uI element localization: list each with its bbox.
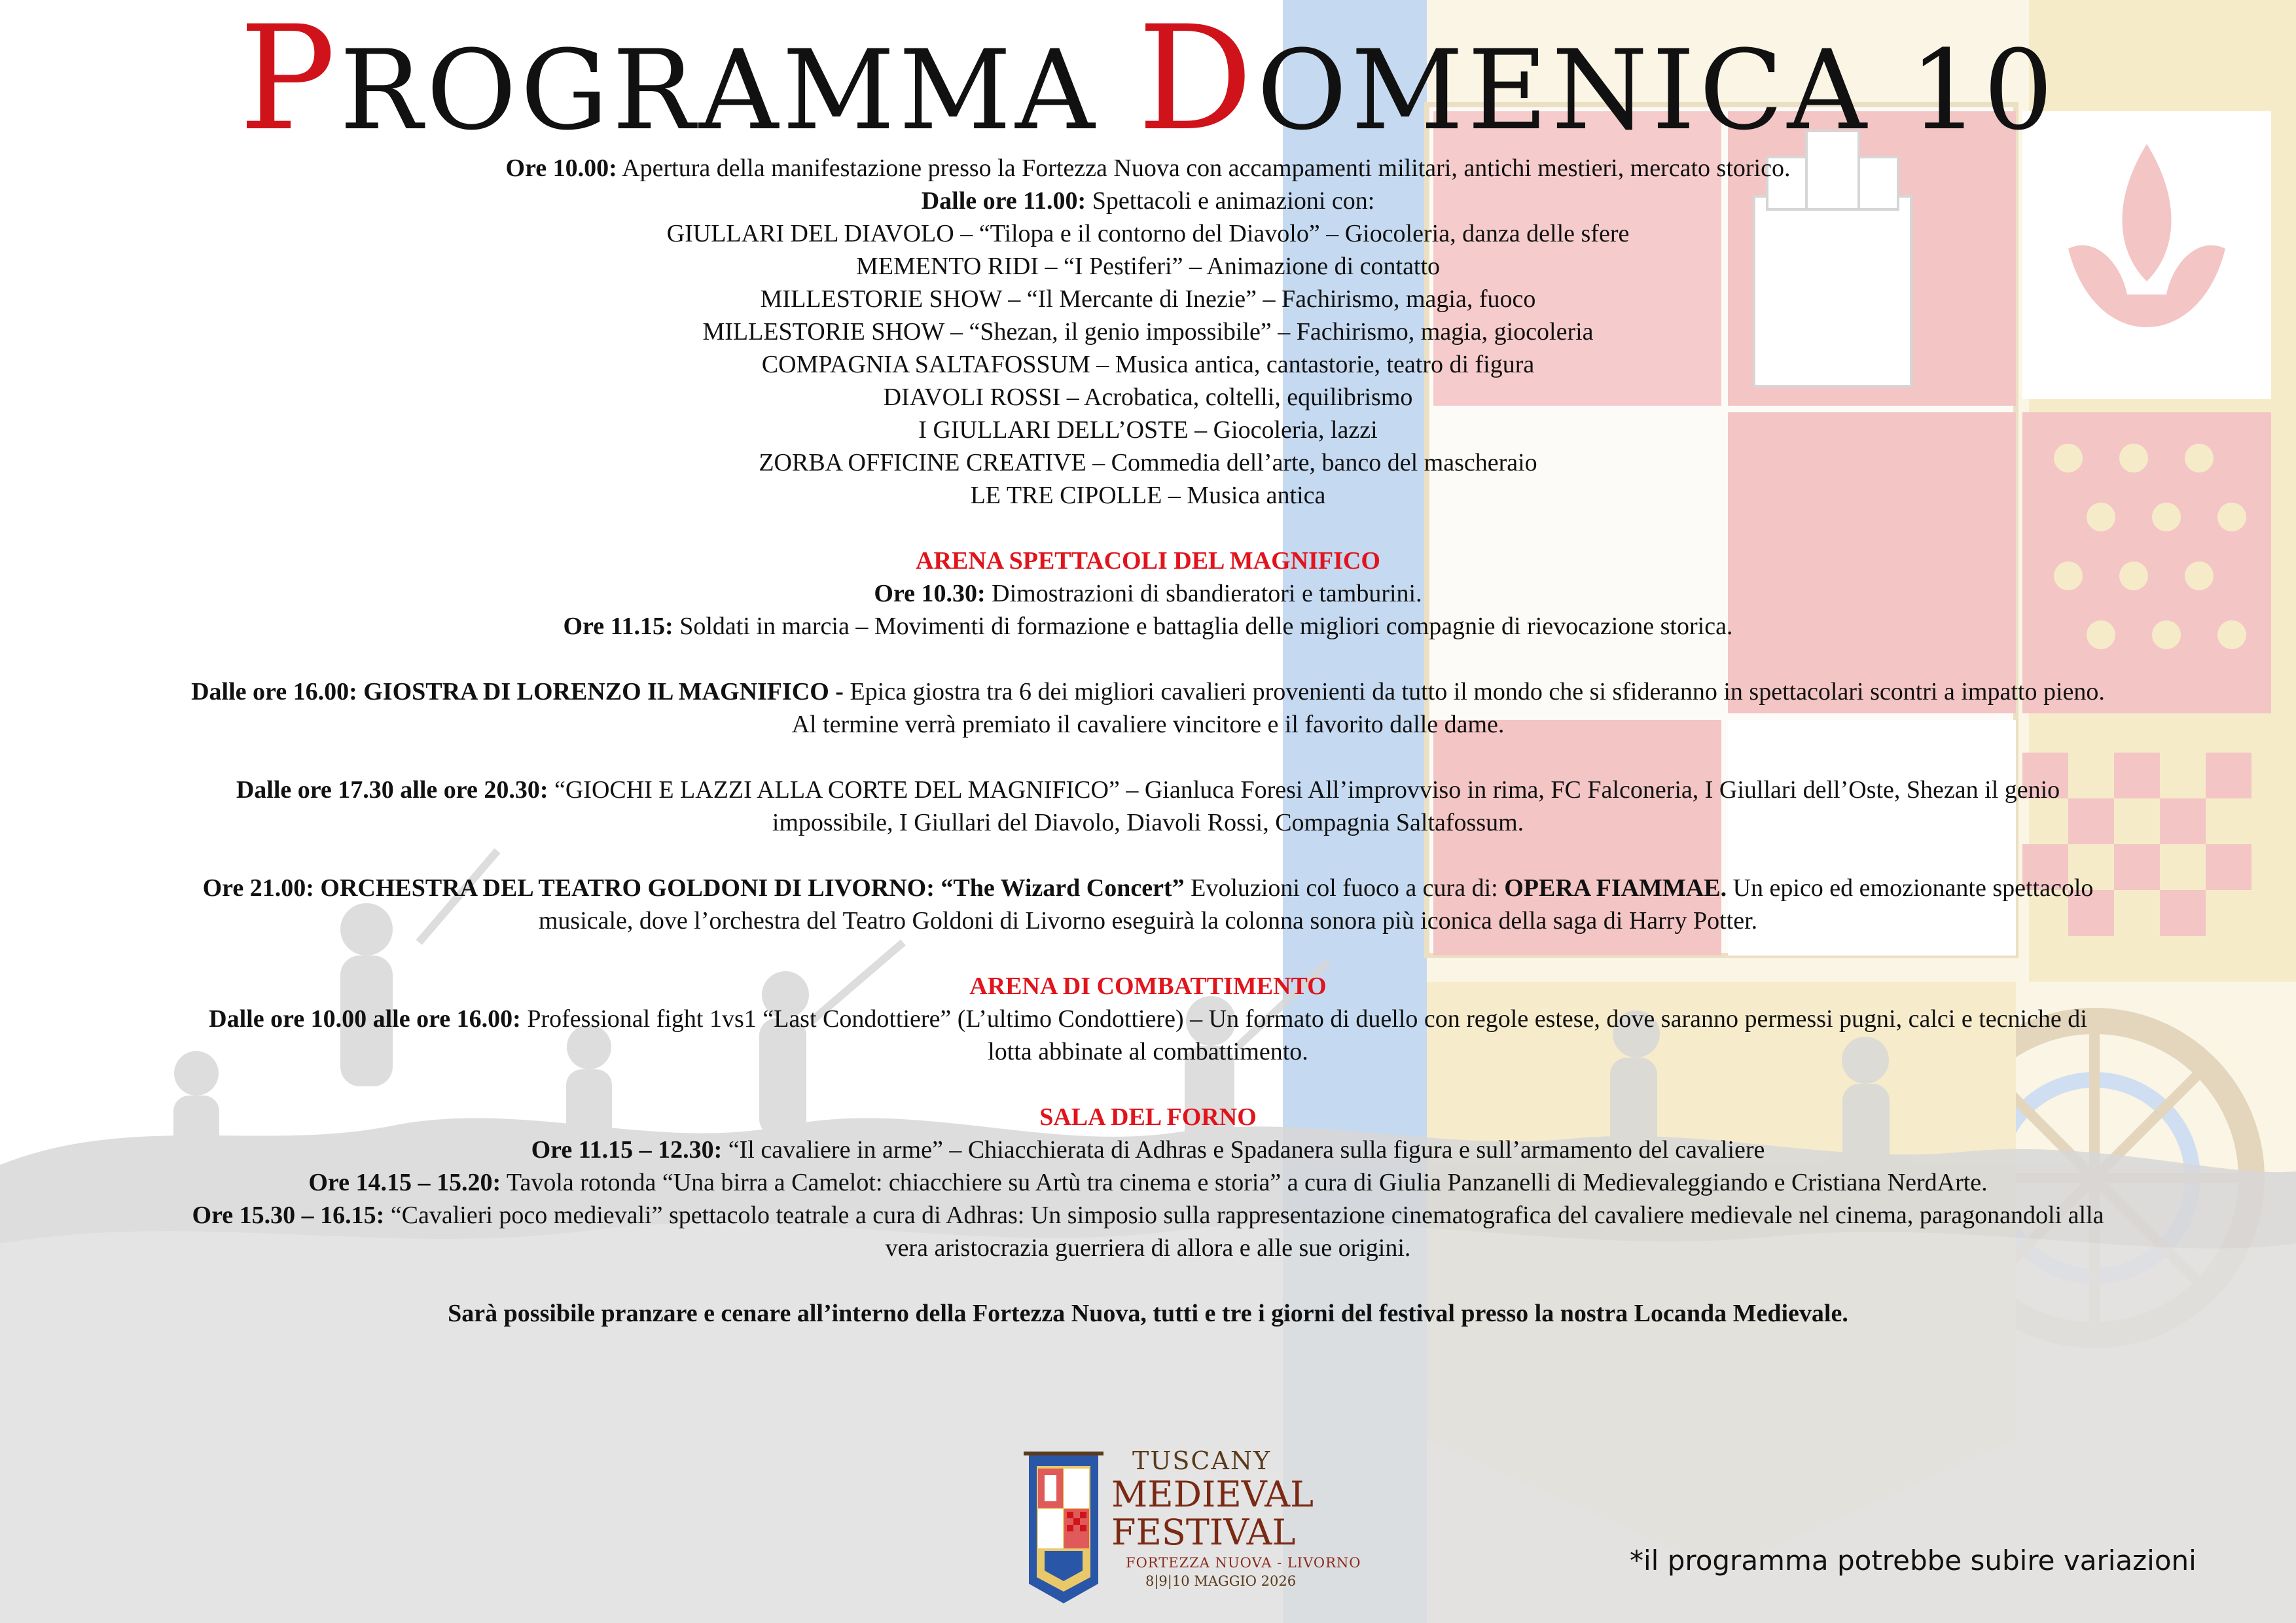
act-item: ZORBA OFFICINE CREATIVE – Commedia dell’arte, banco del mascheraio (759, 449, 1537, 476)
logo-dates: 8|9|10 MAGGIO 2026 (1145, 1573, 1297, 1589)
opening-time: Ore 10.00: (505, 154, 617, 182)
orchestra-title: Ore 21.00: ORCHESTRA DEL TEATRO GOLDONI DI LIVORNO: “The Wizard Concert” (202, 874, 1185, 902)
arena-event-line (26, 610, 2270, 643)
giostra-text: Epica giostra tra 6 dei migliori cavalieri provenienti da tutto il mondo che si sfideranno in spettacolari scontri a impatto pieno. (843, 678, 2105, 705)
forno-event-line-2: vera aristocrazia guerriera di allora e alle sue origini. (885, 1234, 1411, 1262)
giochi-line-2: impossibile, I Giullari del Diavolo, Diavoli Rossi, Compagnia Saltafossum. (772, 809, 1524, 836)
giochi-time: Dalle ore 17.30 alle ore 20.30: (236, 776, 548, 804)
act-item: COMPAGNIA SALTAFOSSUM – Musica antica, cantastorie, teatro di figura (761, 351, 1535, 378)
event-text: “Il cavaliere in arme” – Chiacchierata di Adhras e Spadanera sulla figura e sull’armamento del cavaliere (722, 1136, 1765, 1164)
event-time: Ore 10.30: (874, 580, 986, 607)
section-heading-arena-magnifico: ARENA SPETTACOLI DEL MAGNIFICO (916, 547, 1380, 575)
act-item: GIULLARI DEL DIAVOLO – “Tilopa e il contorno del Diavolo” – Giocoleria, danza delle sfere (666, 220, 1630, 247)
opening-line (26, 152, 2270, 185)
title-initial-d: D (1137, 0, 1257, 162)
event-text: Dimostrazioni di sbandieratori e tamburini. (985, 580, 1422, 607)
giostra-line-2: Al termine verrà premiato il cavaliere vincitore e il favorito dalle dame. (791, 711, 1505, 738)
forno-event-line (26, 1199, 2270, 1232)
arena-event-line (26, 577, 2270, 610)
closing-note (26, 1297, 2270, 1330)
title-initial-p: P (238, 0, 340, 162)
disclaimer-note: *il programma potrebbe subire variazioni (1630, 1544, 2197, 1577)
event-text: Tavola rotonda “Una birra a Camelot: chiacchiere su Artù tra cinema e storia” a cura di Giulia Panzanelli di Medievaleggiando e Cristiana NerdArte. (501, 1169, 1988, 1196)
event-time: Ore 14.15 – 15.20: (308, 1169, 501, 1196)
orchestra-text: Evoluzioni col fuoco a cura di: (1184, 874, 1505, 902)
event-time: Ore 15.30 – 16.15: (192, 1202, 385, 1229)
combat-line-2: lotta abbinate al combattimento. (988, 1038, 1308, 1065)
event-text: “Cavalieri poco medievali” spettacolo teatrale a cura di Adhras: Un simposio sulla rappresentazione cinematografica del cavaliere medievale nel cinema, paragonandoli alla (384, 1202, 2104, 1229)
giochi-line (26, 774, 2270, 806)
spacer (26, 643, 2270, 675)
logo-location: FORTEZZA NUOVA - LIVORNO (1126, 1555, 1361, 1571)
event-time: Ore 11.15: (563, 613, 673, 640)
logo-festival: FESTIVAL (1111, 1512, 1296, 1553)
spacer (26, 839, 2270, 872)
opening-text: Apertura della manifestazione presso la Fortezza Nuova con accampamenti militari, antichi mestieri, mercato storico. (617, 154, 1791, 182)
title-word-programma: ROGRAMMA (339, 26, 1138, 154)
forno-event-line (26, 1133, 2270, 1166)
act-item: MEMENTO RIDI – “I Pestiferi” – Animazione di contatto (855, 253, 1441, 280)
shows-intro-line (26, 185, 2270, 217)
giostra-title: Dalle ore 16.00: GIOSTRA DI LORENZO IL MAGNIFICO - (191, 678, 844, 705)
combat-text: Professional fight 1vs1 “Last Condottiere” (L’ultimo Condottiere) – Un formato di duello con regole estese, dove saranno permessi pugni, calci e tecniche di (520, 1005, 2087, 1033)
spacer (26, 937, 2270, 970)
giostra-line (26, 675, 2270, 708)
shows-intro-time: Dalle ore 11.00: (921, 187, 1086, 215)
spacer (26, 741, 2270, 774)
closing-text: Sarà possibile pranzare e cenare all’interno della Fortezza Nuova, tutti e tre i giorni del festival presso la nostra Locanda Medievale. (448, 1300, 1848, 1327)
spacer (26, 512, 2270, 544)
shows-intro-text: Spettacoli e animazioni con: (1086, 187, 1375, 215)
act-item: MILLESTORIE SHOW – “Shezan, il genio impossibile” – Fachirismo, magia, giocoleria (702, 318, 1594, 346)
spacer (26, 1264, 2270, 1297)
festival-logo (1021, 1446, 1361, 1610)
page-title (0, 0, 2296, 162)
event-text: Soldati in marcia – Movimenti di formazione e battaglia delle migliori compagnie di rievocazione storica. (673, 613, 1733, 640)
orchestra-line-2: musicale, dove l’orchestra del Teatro Goldoni di Livorno eseguirà la colonna sonora più iconica della saga di Harry Potter. (538, 907, 1758, 935)
opera-fiammae: OPERA FIAMMAE. (1504, 874, 1727, 902)
orchestra-line (26, 872, 2270, 904)
combat-time: Dalle ore 10.00 alle ore 16.00: (209, 1005, 521, 1033)
spacer (26, 1068, 2270, 1101)
program-body (26, 152, 2270, 1330)
act-item: I GIULLARI DELL’OSTE – Giocoleria, lazzi (918, 416, 1378, 444)
banner-icon (1021, 1446, 1106, 1610)
combat-line (26, 1003, 2270, 1035)
title-word-domenica: OMENICA 10 (1257, 26, 2058, 154)
event-time: Ore 11.15 – 12.30: (531, 1136, 723, 1164)
logo-tuscany: TUSCANY (1132, 1446, 1272, 1475)
act-item: LE TRE CIPOLLE – Musica antica (970, 482, 1326, 509)
act-item: MILLESTORIE SHOW – “Il Mercante di Inezie” – Fachirismo, magia, fuoco (760, 285, 1536, 313)
logo-medieval: MEDIEVAL (1111, 1474, 1314, 1515)
forno-event-line (26, 1166, 2270, 1199)
act-item: DIAVOLI ROSSI – Acrobatica, coltelli, equilibrismo (883, 383, 1413, 411)
section-heading-sala-forno: SALA DEL FORNO (1039, 1103, 1257, 1131)
section-heading-arena-combattimento: ARENA DI COMBATTIMENTO (969, 972, 1327, 1000)
giochi-text: “GIOCHI E LAZZI ALLA CORTE DEL MAGNIFICO” – Gianluca Foresi All’improvviso in rima, FC Falconeria, I Giullari dell’Oste, Shezan il genio (548, 776, 2060, 804)
orchestra-text-cont: Un epico ed emozionante spettacolo (1727, 874, 2094, 902)
